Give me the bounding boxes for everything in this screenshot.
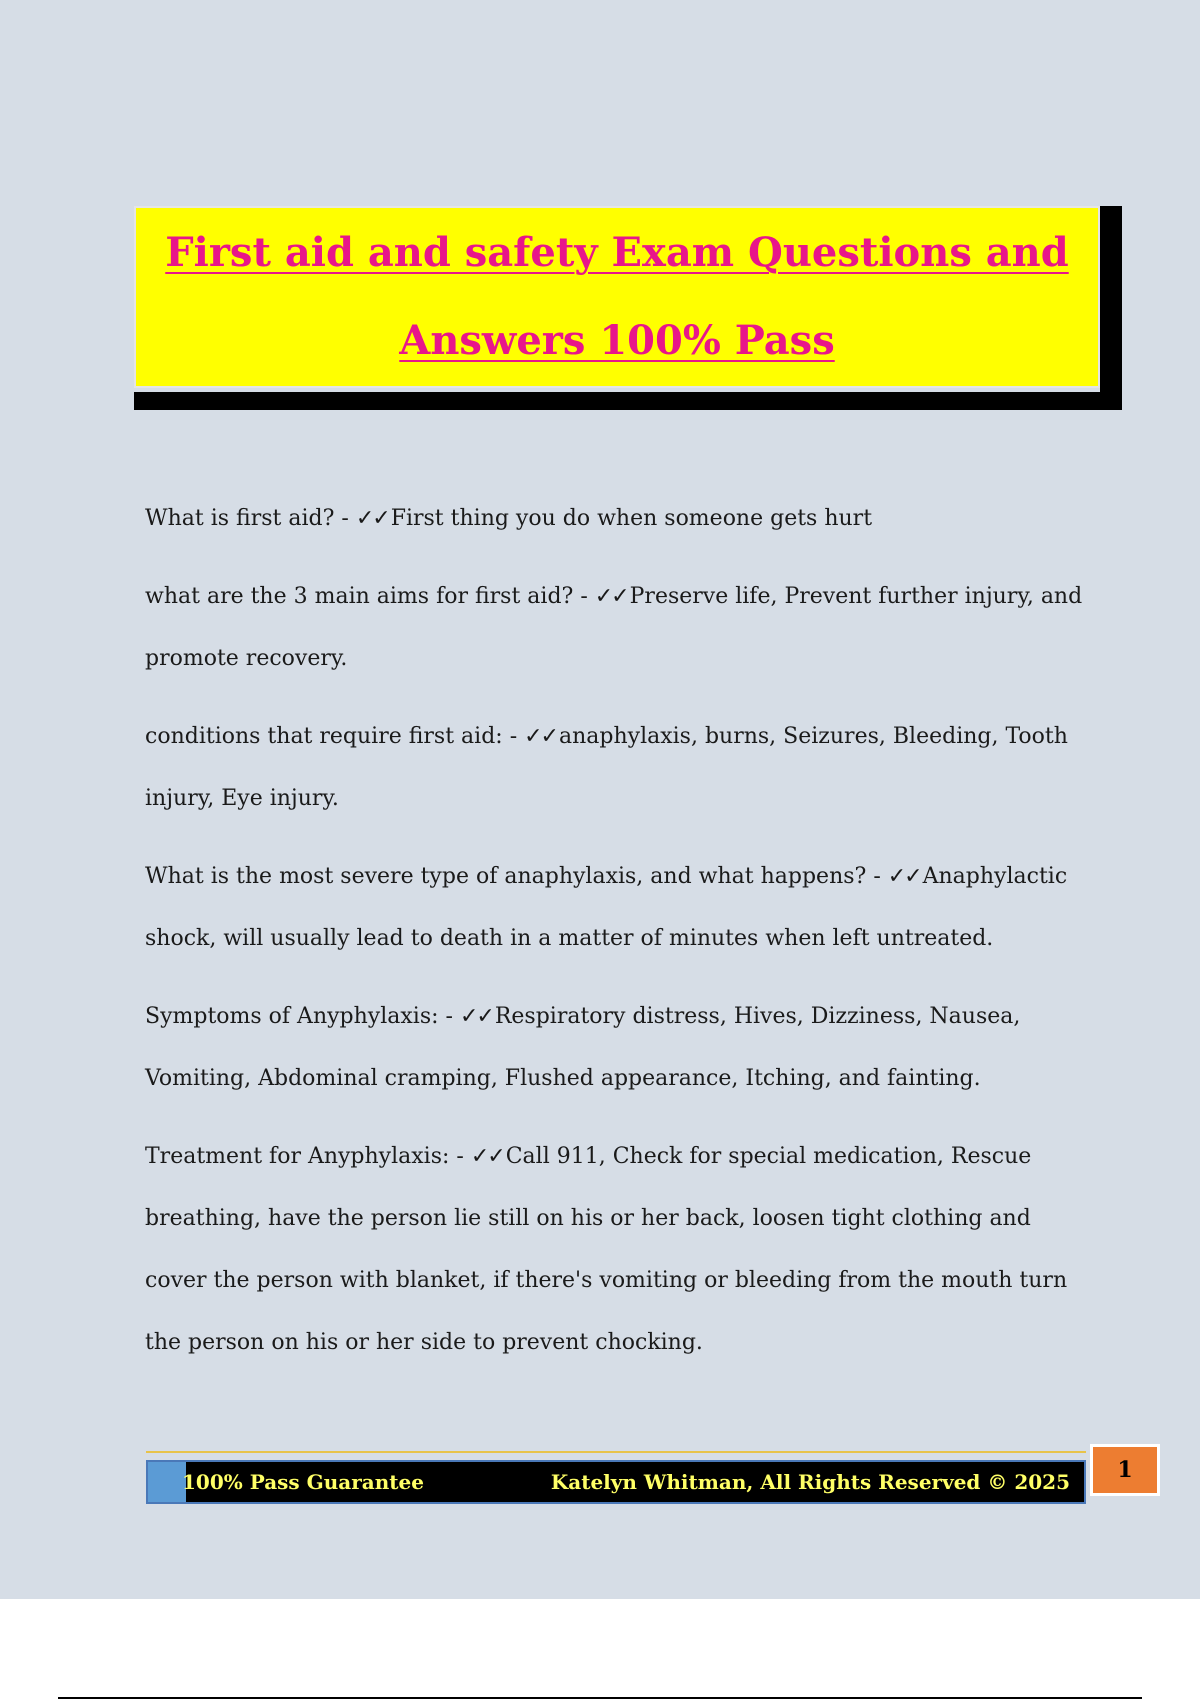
qa-answer: Call 911, Check for special medication, Rescue breathing, have the person lie still on his or her back, loosen tight clothing and cover the person with blanket, if there's vomiting or bleeding from the mouth turn the person on his or her side to prevent chocking.	[145, 1144, 1068, 1355]
qa-item	[145, 706, 1095, 830]
title-box	[134, 206, 1100, 388]
qa-item	[145, 488, 1095, 550]
qa-item	[145, 566, 1095, 690]
footer-guarantee-text: 100% Pass Guarantee	[182, 1470, 424, 1494]
next-page-header-rule	[58, 1697, 1142, 1699]
qa-item	[145, 1126, 1095, 1374]
title-line-2: Answers 100% Pass	[399, 317, 835, 364]
qa-question: Treatment for Anyphylaxis: -	[145, 1144, 471, 1169]
qa-answer: Respiratory distress, Hives, Dizziness, Nausea, Vomiting, Abdominal cramping, Flushed appearance, Itching, and fainting.	[145, 1004, 1021, 1091]
title-shadow-right	[1100, 206, 1122, 410]
footer-copyright-text: Katelyn Whitman, All Rights Reserved © 2025	[550, 1470, 1070, 1494]
page-number-badge: 1	[1090, 1444, 1160, 1496]
double-check-icon: ✓✓	[355, 506, 389, 531]
double-check-icon: ✓✓	[459, 1004, 493, 1029]
title-shadow-bottom	[134, 392, 1122, 410]
qa-answer: Preserve life, Prevent further injury, and promote recovery.	[145, 584, 1083, 671]
qa-answer: First thing you do when someone gets hurt	[390, 506, 873, 531]
qa-item	[145, 986, 1095, 1110]
qa-question: Symptoms of Anyphylaxis: -	[145, 1004, 460, 1029]
title-line-1: First aid and safety Exam Questions and	[165, 229, 1069, 276]
footer-divider	[146, 1451, 1086, 1453]
qa-question: what are the 3 main aims for first aid? -	[145, 584, 595, 609]
footer-bar	[146, 1460, 1086, 1504]
qa-item	[145, 846, 1095, 970]
qa-answer: anaphylaxis, burns, Seizures, Bleeding, Tooth injury, Eye injury.	[145, 724, 1068, 811]
qa-question: What is the most severe type of anaphylaxis, and what happens? -	[145, 864, 888, 889]
double-check-icon: ✓✓	[594, 584, 628, 609]
double-check-icon: ✓✓	[524, 724, 557, 749]
double-check-icon: ✓✓	[887, 864, 921, 889]
double-check-icon: ✓✓	[470, 1144, 504, 1169]
qa-question: What is first aid? -	[145, 506, 356, 531]
qa-question: conditions that require first aid: -	[145, 724, 525, 749]
qa-answer: Anaphylactic shock, will usually lead to death in a matter of minutes when left untreated.	[145, 864, 1068, 951]
qa-list	[145, 488, 1095, 1390]
